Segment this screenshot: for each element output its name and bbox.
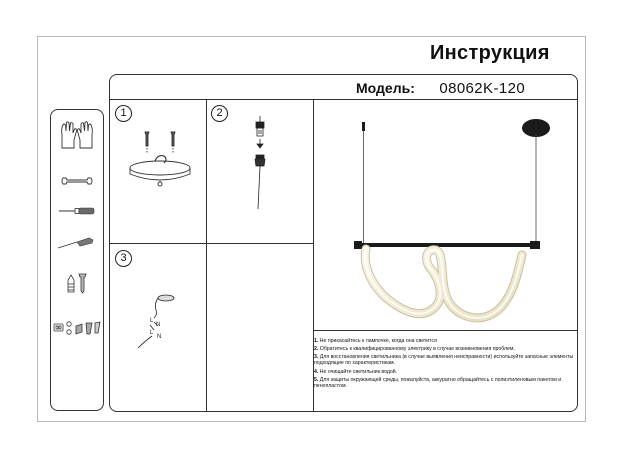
note-number: 4. <box>314 368 319 375</box>
note-item <box>314 354 576 367</box>
note-number: 1. <box>314 338 319 344</box>
row-divider <box>109 243 314 244</box>
note-number: 5. <box>314 376 319 383</box>
screwdriver-icon <box>58 206 96 216</box>
note-number: 3. <box>314 354 319 361</box>
svg-text:L: L <box>150 318 154 324</box>
page-title: Инструкция <box>430 42 550 64</box>
step-1-ceiling-plate-illustration <box>118 128 202 196</box>
note-number: 2. <box>314 346 319 353</box>
note-text: Для восстановления светильника (в случае выявления неисправности) используйте запасные элементы подходящие по характеристикам. <box>314 354 574 367</box>
drill-icon <box>57 236 97 250</box>
step-2-connector-illustration <box>246 114 276 214</box>
note-text: Обратитесь к квалифицированному электрику в случае возникновения проблем. <box>319 346 515 353</box>
notes-divider <box>313 330 578 331</box>
note-text: Не прикасайтесь к лампочке, когда она светится <box>319 338 437 344</box>
pendant-lamp-illustration <box>318 110 574 328</box>
anchor-screws-icon <box>64 272 90 294</box>
wrench-icon <box>60 174 94 188</box>
model-value: 08062K-120 <box>439 80 526 97</box>
header-divider <box>109 99 578 100</box>
note-text: Для защиты окружающей среды, пожалуйста, аккуратно обращайтесь с полиэтиленовым пакетом и пенопластом. <box>314 376 562 389</box>
svg-text:N: N <box>156 322 161 328</box>
note-item <box>314 338 576 344</box>
step-3-wiring-illustration <box>132 292 190 354</box>
step-number-3: 3 <box>115 250 132 267</box>
column-divider-1 <box>206 99 207 412</box>
note-item <box>314 369 576 375</box>
note-item <box>314 346 576 352</box>
note-item <box>314 377 576 390</box>
safety-notes <box>314 338 576 391</box>
svg-text:N: N <box>157 334 162 340</box>
mounting-parts-icon <box>52 318 102 338</box>
note-text: Не очищайте светильник водой. <box>319 368 398 375</box>
step-number-1: 1 <box>115 105 132 122</box>
gloves-icon <box>58 120 98 150</box>
tools-panel <box>50 109 104 411</box>
model-label: Модель: <box>356 80 415 96</box>
svg-text:L: L <box>150 330 154 336</box>
step-number-2: 2 <box>211 105 228 122</box>
